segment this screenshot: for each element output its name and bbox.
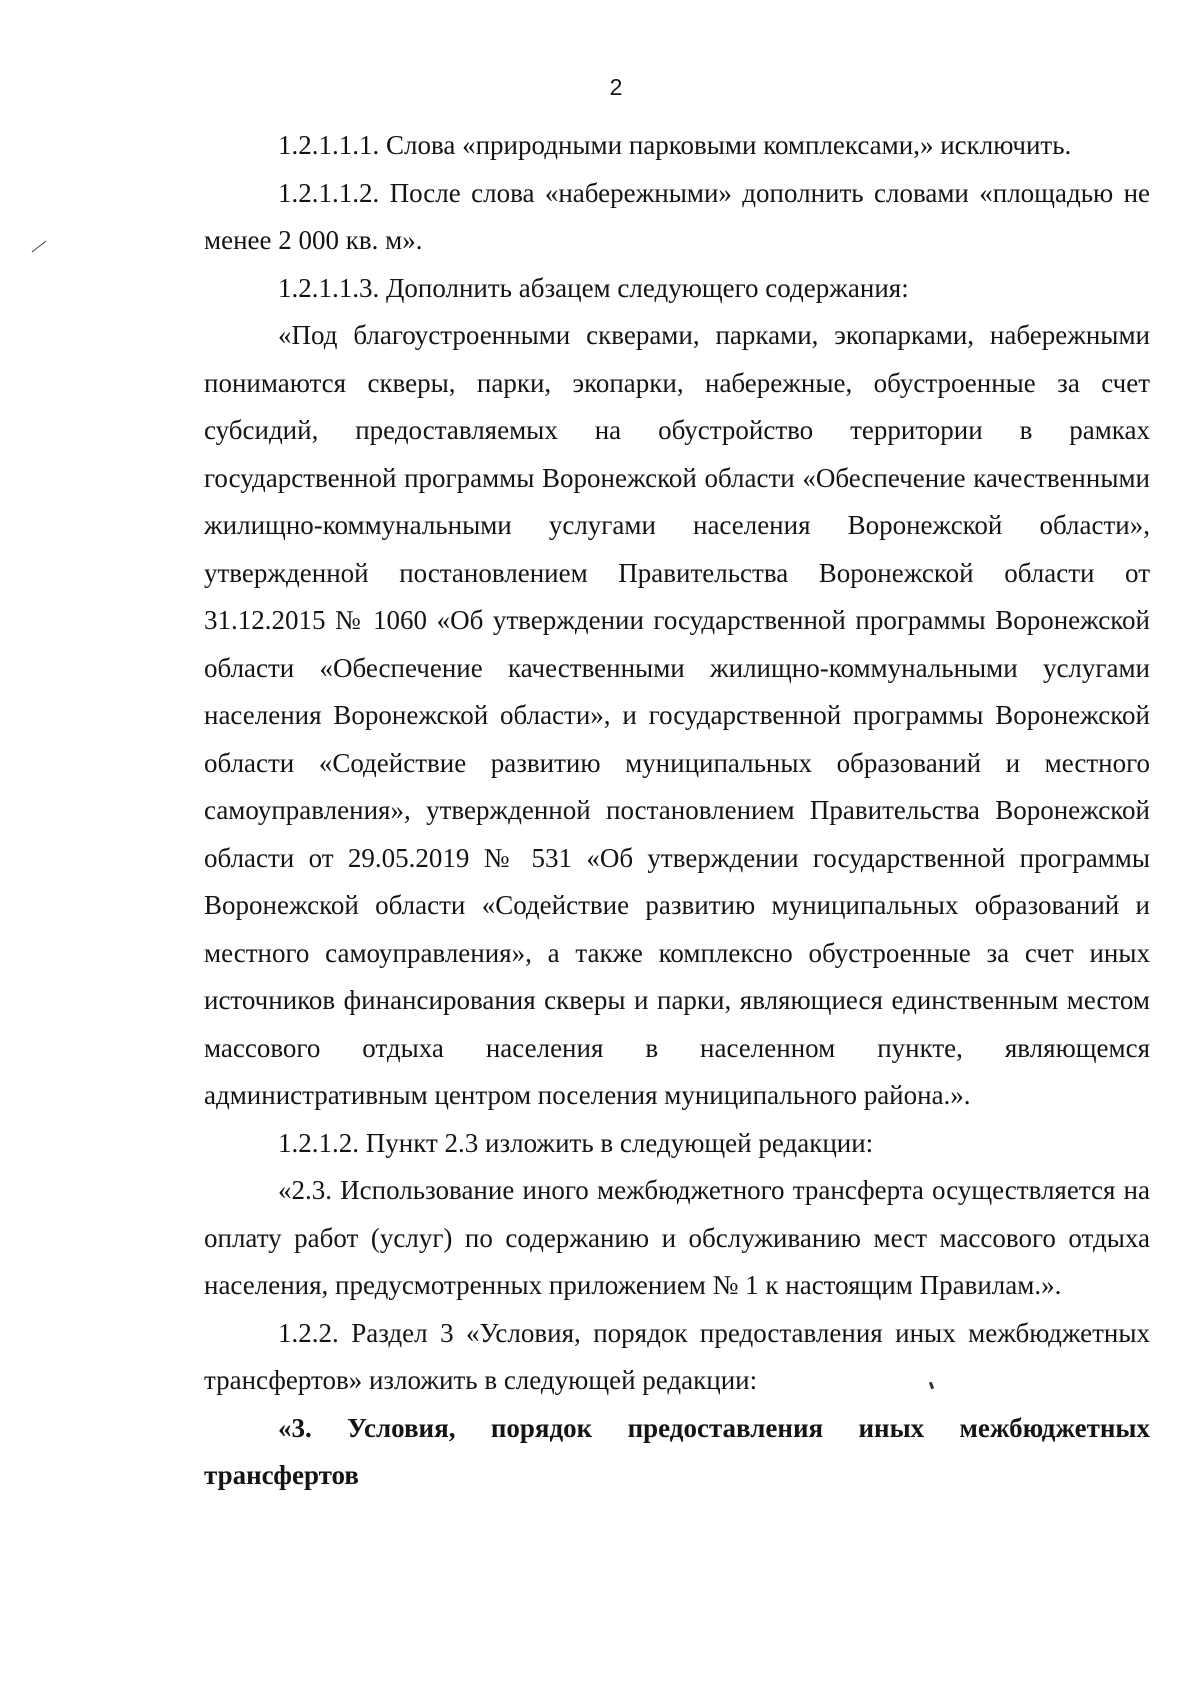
paragraph-quoted-definition: «Под благоустроенными скверами, парками, экопарками, набережными понимаются скверы, парки, экопарки, набережные, обустроенные за счет субсидий, предоставляемых на обустройство территории в рамках государственной программы Воронежской области «Обеспечение качественными жилищно-коммунальными услугами населения Воронежской области», утвержденной постановлением Правительства Воронежской области от 31.12.2015 № 1060 «Об утверждении государственной программы Воронежской области «Обеспечение качественными жилищно-коммунальными услугами населения Воронежской области», и государственной программы Воронежской области «Содействие развитию муниципальных образований и местного самоуправления», утвержденной постановлением Правительства Воронежской области от 29.05.2019 № 531 «Об утверждении государственной программы Воронежской области «Содействие развитию муниципальных образований и местного самоуправления», а также комплексно обустроенные за счет иных источников финансирования скверы и парки, являющиеся единственным местом массового отдыха населения в населенном пункте, являющемся административным центром поселения муниципального района.». [204, 320, 1150, 1110]
paragraph-1-2-1-1-2: 1.2.1.1.2. После слова «набережными» дополнить словами «площадью не менее 2 000 кв. м». [204, 177, 1150, 255]
document-body [204, 122, 1150, 1500]
paragraph-quoted-2-3: «2.3. Использование иного межбюджетного трансферта осуществляется на оплату работ (услуг) по содержанию и обслуживанию мест массового отдыха населения, предусмотренных приложением № 1 к настоящим Правилам.». [204, 1175, 1150, 1300]
page-number: 2 [609, 74, 623, 100]
paragraph-1-2-2: 1.2.2. Раздел 3 «Условия, порядок предоставления иных межбюджетных трансфертов» изложить в следующей редакции: [204, 1317, 1150, 1395]
paragraph-1-2-1-1-3: 1.2.1.1.3. Дополнить абзацем следующего содержания: [278, 272, 909, 303]
section-heading: «3. Условия, порядок предоставления иных межбюджетных трансфертов [204, 1412, 1150, 1490]
paragraph-1-2-1-1-1: 1.2.1.1.1. Слова «природными парковыми комплексами,» исключить. [278, 130, 1072, 160]
paragraph-1-2-1-2: 1.2.1.2. Пункт 2.3 изложить в следующей редакции: [278, 1127, 874, 1158]
scan-artifact-mark [32, 241, 47, 253]
